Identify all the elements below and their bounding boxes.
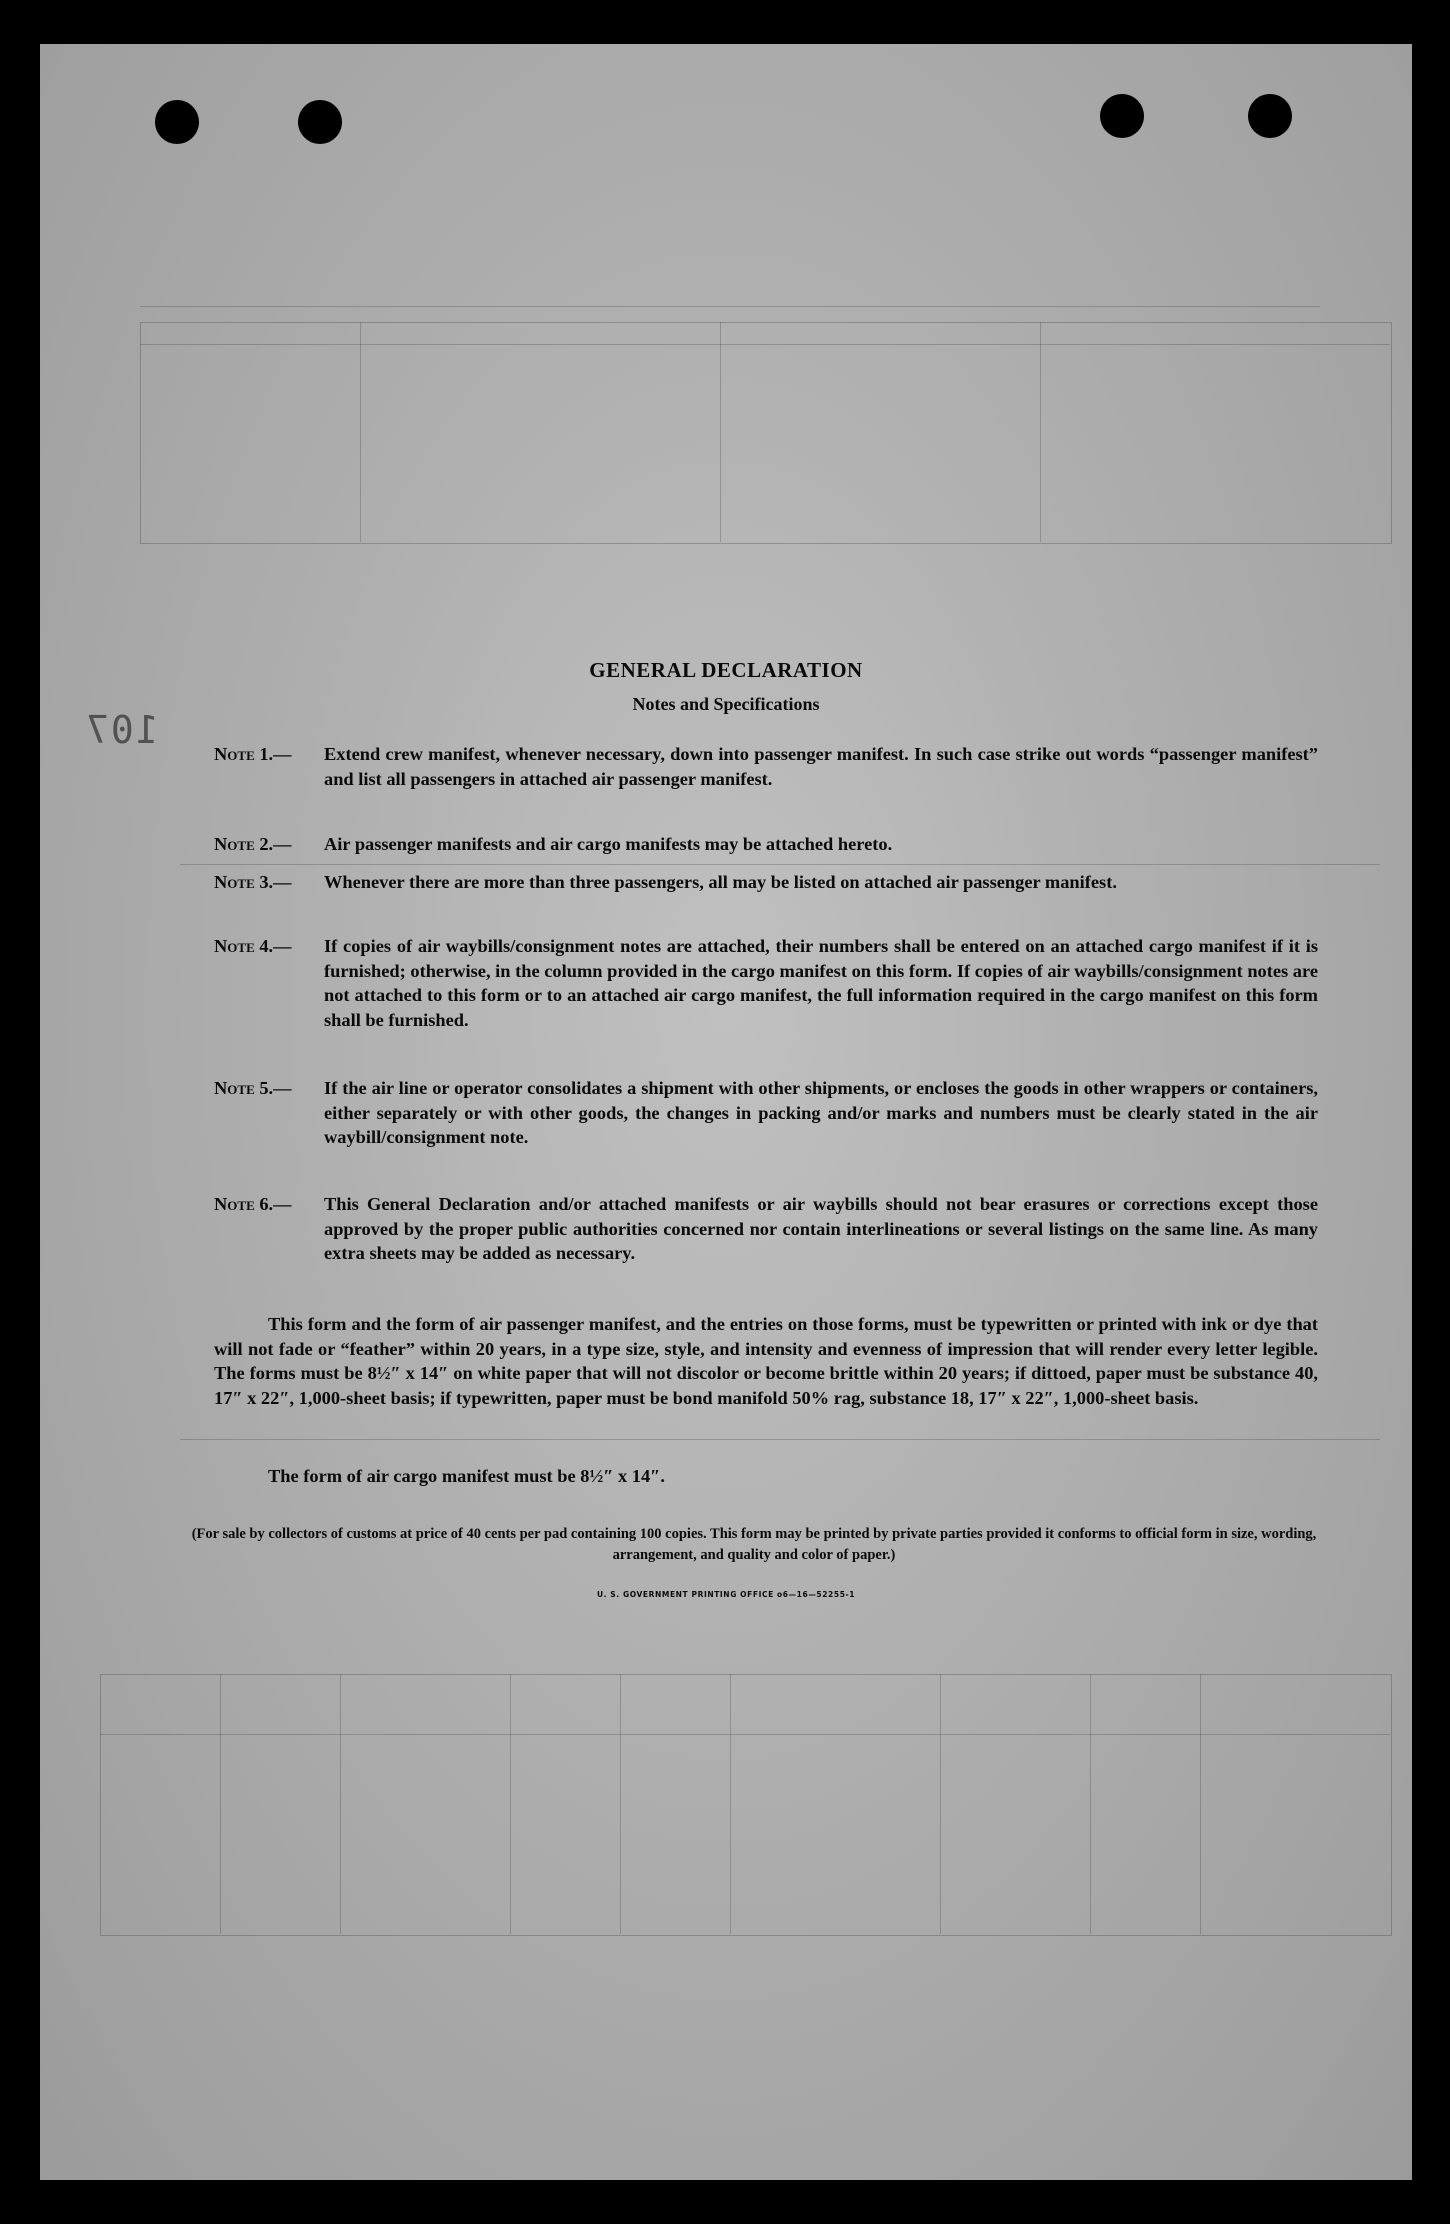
stamp-number: 107 [84,708,159,752]
cargo-manifest-size-note: The form of air cargo manifest must be 8½″ x 14″. [268,1466,665,1486]
punch-hole [155,100,199,144]
form-specification-paragraph: This form and the form of air passenger manifest, and the entries on those forms, must be typewritten or printed with ink or dye that will not fade or “feather” within 20 years, in a type size, style, and intensity and evenness of impression that will render every letter legible. The forms must be 8½″ x 14″ on white paper that will not discolor or become brittle within 20 years; if dittoed, paper must be substance 40, 17″ x 22″, 1,000-sheet basis; if typewritten, paper must be bond manifold 50% rag, substance 18, 17″ x 22″, 1,000-sheet basis. [214,1314,1318,1408]
note-5 [214,1076,1318,1150]
punch-hole [298,100,342,144]
note-label: Note 5.— [214,1078,292,1098]
note-text: If copies of air waybills/consignment notes are attached, their numbers shall be entered on an attached cargo manifest if it is furnished; otherwise, in the column provided in the cargo manifest on this form. If copies of air waybills/consignment notes are not attached to this form or to an attached air cargo manifest, the full information required in the cargo manifest on this form shall be furnished. [324,936,1318,1030]
note-label: Note 3.— [214,872,292,892]
note-6 [214,1192,1318,1266]
page-title: GENERAL DECLARATION [589,658,863,682]
note-4 [214,934,1318,1032]
note-text: This General Declaration and/or attached manifests or air waybills should not bear erasures or corrections except those approved by the proper public authorities concerned nor contain interlineations or several listings on the same line. As many extra sheets may be added as necessary. [324,1194,1318,1263]
page-subtitle: Notes and Specifications [632,694,820,714]
note-label: Note 4.— [214,936,292,956]
note-3 [214,870,1318,895]
note-text: Whenever there are more than three passengers, all may be listed on attached air passenger manifest. [324,872,1117,892]
punch-hole [1248,94,1292,138]
note-text: Extend crew manifest, whenever necessary, down into passenger manifest. In such case strike out words “passenger manifest” and list all passengers in attached air passenger manifest. [324,744,1318,789]
note-text: Air passenger manifests and air cargo manifests may be attached hereto. [324,834,893,854]
printer-line: U. S. GOVERNMENT PRINTING OFFICE o6—16—52255-1 [596,1590,856,1599]
note-label: Note 1.— [214,744,292,764]
document-page [40,44,1412,2180]
sale-notice: (For sale by collectors of customs at price of 40 cents per pad containing 100 copies. This form may be printed by private parties provided it conforms to official form in size, wording, arrangement, and quality and color of paper.) [191,1526,1317,1563]
note-1 [214,742,1318,791]
note-text: If the air line or operator consolidates a shipment with other shipments, or encloses the goods in other wrappers or containers, either separately or with other goods, the changes in packing and/or marks and numbers must be clearly stated in the air waybill/consignment note. [324,1078,1318,1147]
note-label: Note 2.— [214,834,292,854]
note-2 [214,832,1318,857]
note-label: Note 6.— [214,1194,292,1214]
punch-hole [1100,94,1144,138]
